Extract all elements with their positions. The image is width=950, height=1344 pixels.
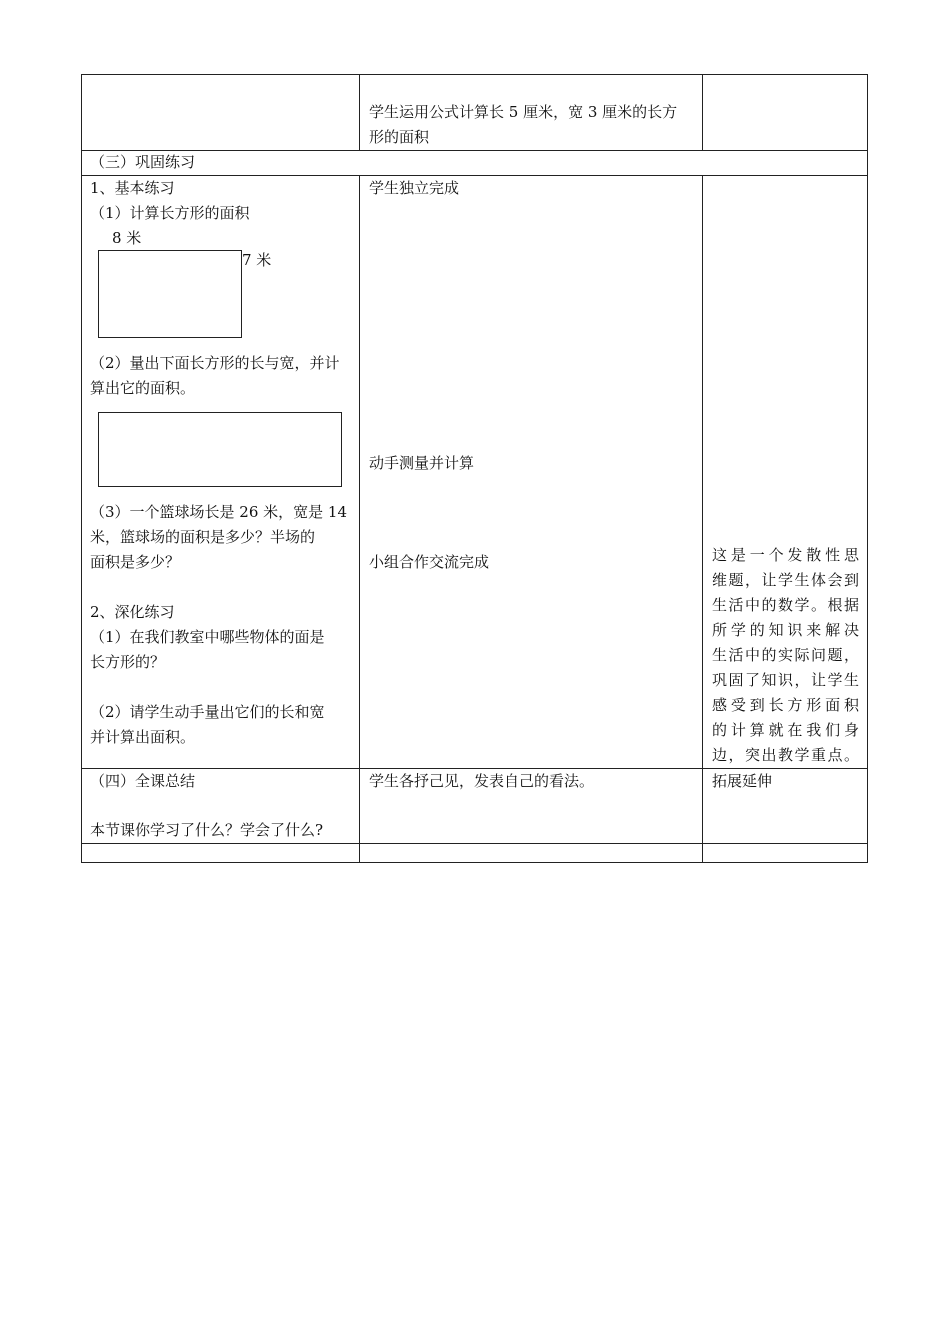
question-2-line1: （2）量出下面长方形的长与宽，并计 [90, 354, 340, 372]
column-divider [359, 175, 360, 863]
question-2-line2: 算出它的面积。 [90, 379, 196, 397]
row-divider [81, 843, 868, 844]
deep-question-2-line1: （2）请学生动手量出它们的长和宽 [90, 703, 325, 721]
design-note-line: 边，突出教学重点。 [712, 746, 859, 764]
question-1: （1）计算长方形的面积 [90, 204, 250, 222]
column-divider [359, 74, 360, 151]
row-divider [81, 150, 868, 151]
student-group: 小组合作交流完成 [369, 553, 490, 571]
row-divider [81, 175, 868, 176]
rectangle-length-label: 8 米 [112, 229, 142, 247]
design-note-line: 的计算就在我们身 [712, 721, 859, 739]
rectangle-figure-2 [98, 412, 342, 487]
summary-note: 拓展延伸 [712, 772, 773, 790]
column-divider [702, 175, 703, 863]
student-independent: 学生独立完成 [369, 179, 460, 197]
rectangle-figure-1 [98, 250, 242, 338]
design-note-line: 维题，让学生体会到 [712, 571, 859, 589]
design-note-line: 生活中的数学。根据 [712, 596, 859, 614]
deep-question-2-line2: 并计算出面积。 [90, 728, 196, 746]
summary-student-response: 学生各抒己见，发表自己的看法。 [369, 772, 595, 790]
question-3-line1: （3）一个篮球场长是 26 米，宽是 14 [90, 503, 348, 521]
question-3-line2: 米，篮球场的面积是多少？半场的 [90, 528, 316, 546]
rectangle-width-label: 7 米 [242, 251, 272, 269]
deep-practice-title: 2、深化练习 [90, 603, 175, 621]
design-note-line: 所学的知识来解决 [712, 621, 859, 639]
design-note-line: 感受到长方形面积 [712, 696, 859, 714]
basic-practice-title: 1、基本练习 [90, 179, 175, 197]
deep-question-1-line1: （1）在我们教室中哪些物体的面是 [90, 628, 325, 646]
deep-question-1-line2: 长方形的？ [90, 653, 166, 671]
design-note-line: 巩固了知识，让学生 [712, 671, 859, 689]
section-title-consolidation: （三）巩固练习 [90, 153, 196, 171]
row1-student-activity-line2: 形的面积 [369, 128, 430, 146]
table-border-right [867, 74, 868, 863]
column-divider [702, 74, 703, 151]
student-measure: 动手测量并计算 [369, 454, 475, 472]
row1-student-activity-line1: 学生运用公式计算长 5 厘米，宽 3 厘米的长方 [369, 103, 678, 121]
design-note [712, 543, 859, 768]
summary-question: 本节课你学习了什么？学会了什么? [90, 821, 324, 839]
table-border-left [81, 74, 82, 863]
table-border-top [81, 74, 868, 75]
summary-title: （四）全课总结 [90, 772, 196, 790]
table-border-bottom [81, 862, 868, 863]
design-note-line: 生活中的实际问题， [712, 646, 859, 664]
question-3-line3: 面积是多少？ [90, 553, 181, 571]
design-note-line: 这是一个发散性思 [712, 546, 859, 564]
